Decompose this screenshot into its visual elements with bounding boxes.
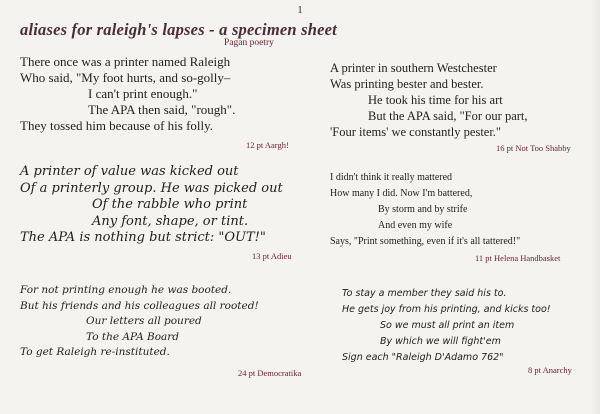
poem-line: The APA then said, "rough". — [88, 102, 236, 117]
poem-line: Sign each "Raleigh D'Adamo 762" — [342, 352, 504, 363]
poem-line: So we must all print an item — [380, 320, 515, 331]
poem-line: By storm and by strife — [378, 204, 468, 215]
poem-line: He took his time for his art — [368, 93, 503, 107]
poem-line: How many I did. Now I'm battered, — [330, 188, 473, 199]
poem-line: By which we will fight'em — [380, 336, 501, 347]
poem-line: To the APA Board — [86, 330, 180, 343]
poem-democratika — [20, 283, 259, 361]
page-edge-shadow — [592, 0, 600, 414]
page-number: 1 — [297, 4, 303, 16]
poem-line: Our letters all poured — [86, 315, 202, 327]
poem-line: To get Raleigh re-instituted. — [20, 346, 170, 358]
poem-anarchy — [342, 286, 551, 366]
font-caption: 12 pt Aargh! — [246, 140, 289, 150]
poem-line: Says, "Print something, even if it's all tattered!" — [330, 236, 521, 247]
page-subtitle: Pagan poetry — [224, 38, 274, 48]
poem-aargh — [20, 54, 235, 134]
poem-line: 'Four items' we constantly pester." — [330, 125, 502, 139]
poem-line: Was printing bester and bester. — [330, 77, 484, 91]
poem-helena-handbasket — [330, 170, 520, 250]
page-title: aliases for raleigh's lapses - a specimen sheet — [20, 20, 337, 39]
poem-line: A printer in southern Westchester — [330, 61, 497, 75]
poem-line: There once was a printer named Raleigh — [20, 54, 231, 69]
font-caption: 16 pt Not Too Shabby — [496, 143, 571, 153]
poem-line: A printer of value was kicked out — [20, 164, 239, 179]
poem-line: For not printing enough he was booted. — [20, 284, 232, 296]
font-caption: 8 pt Anarchy — [528, 365, 572, 375]
poem-line: He gets joy from his printing, and kicks too! — [342, 304, 551, 315]
poem-not-too-shabby — [330, 60, 528, 140]
poem-adieu — [20, 164, 283, 247]
font-caption: 11 pt Helena Handbasket — [475, 253, 561, 263]
font-caption: 13 pt Adieu — [252, 251, 292, 261]
poem-line: I can't print enough." — [88, 86, 198, 101]
poem-line: I didn't think it really mattered — [330, 172, 453, 183]
poem-line: The APA is nothing but strict: "OUT!" — [20, 230, 266, 245]
poem-line: But the APA said, "For our part, — [368, 109, 528, 123]
poem-line: Any font, shape, or tint. — [92, 213, 249, 229]
poem-line: But his friends and his colleagues all rooted! — [20, 299, 259, 312]
font-caption: 24 pt Democratika — [238, 368, 302, 378]
poem-line: To stay a member they said his to. — [342, 288, 507, 299]
poem-line: They tossed him because of his folly. — [20, 118, 214, 133]
poem-line: Of a printerly group. He was picked out — [20, 180, 283, 196]
poem-line: Of the rabble who print — [92, 197, 248, 212]
poem-line: Who said, "My foot hurts, and so-golly– — [20, 70, 231, 85]
poem-line: And even my wife — [378, 220, 453, 231]
